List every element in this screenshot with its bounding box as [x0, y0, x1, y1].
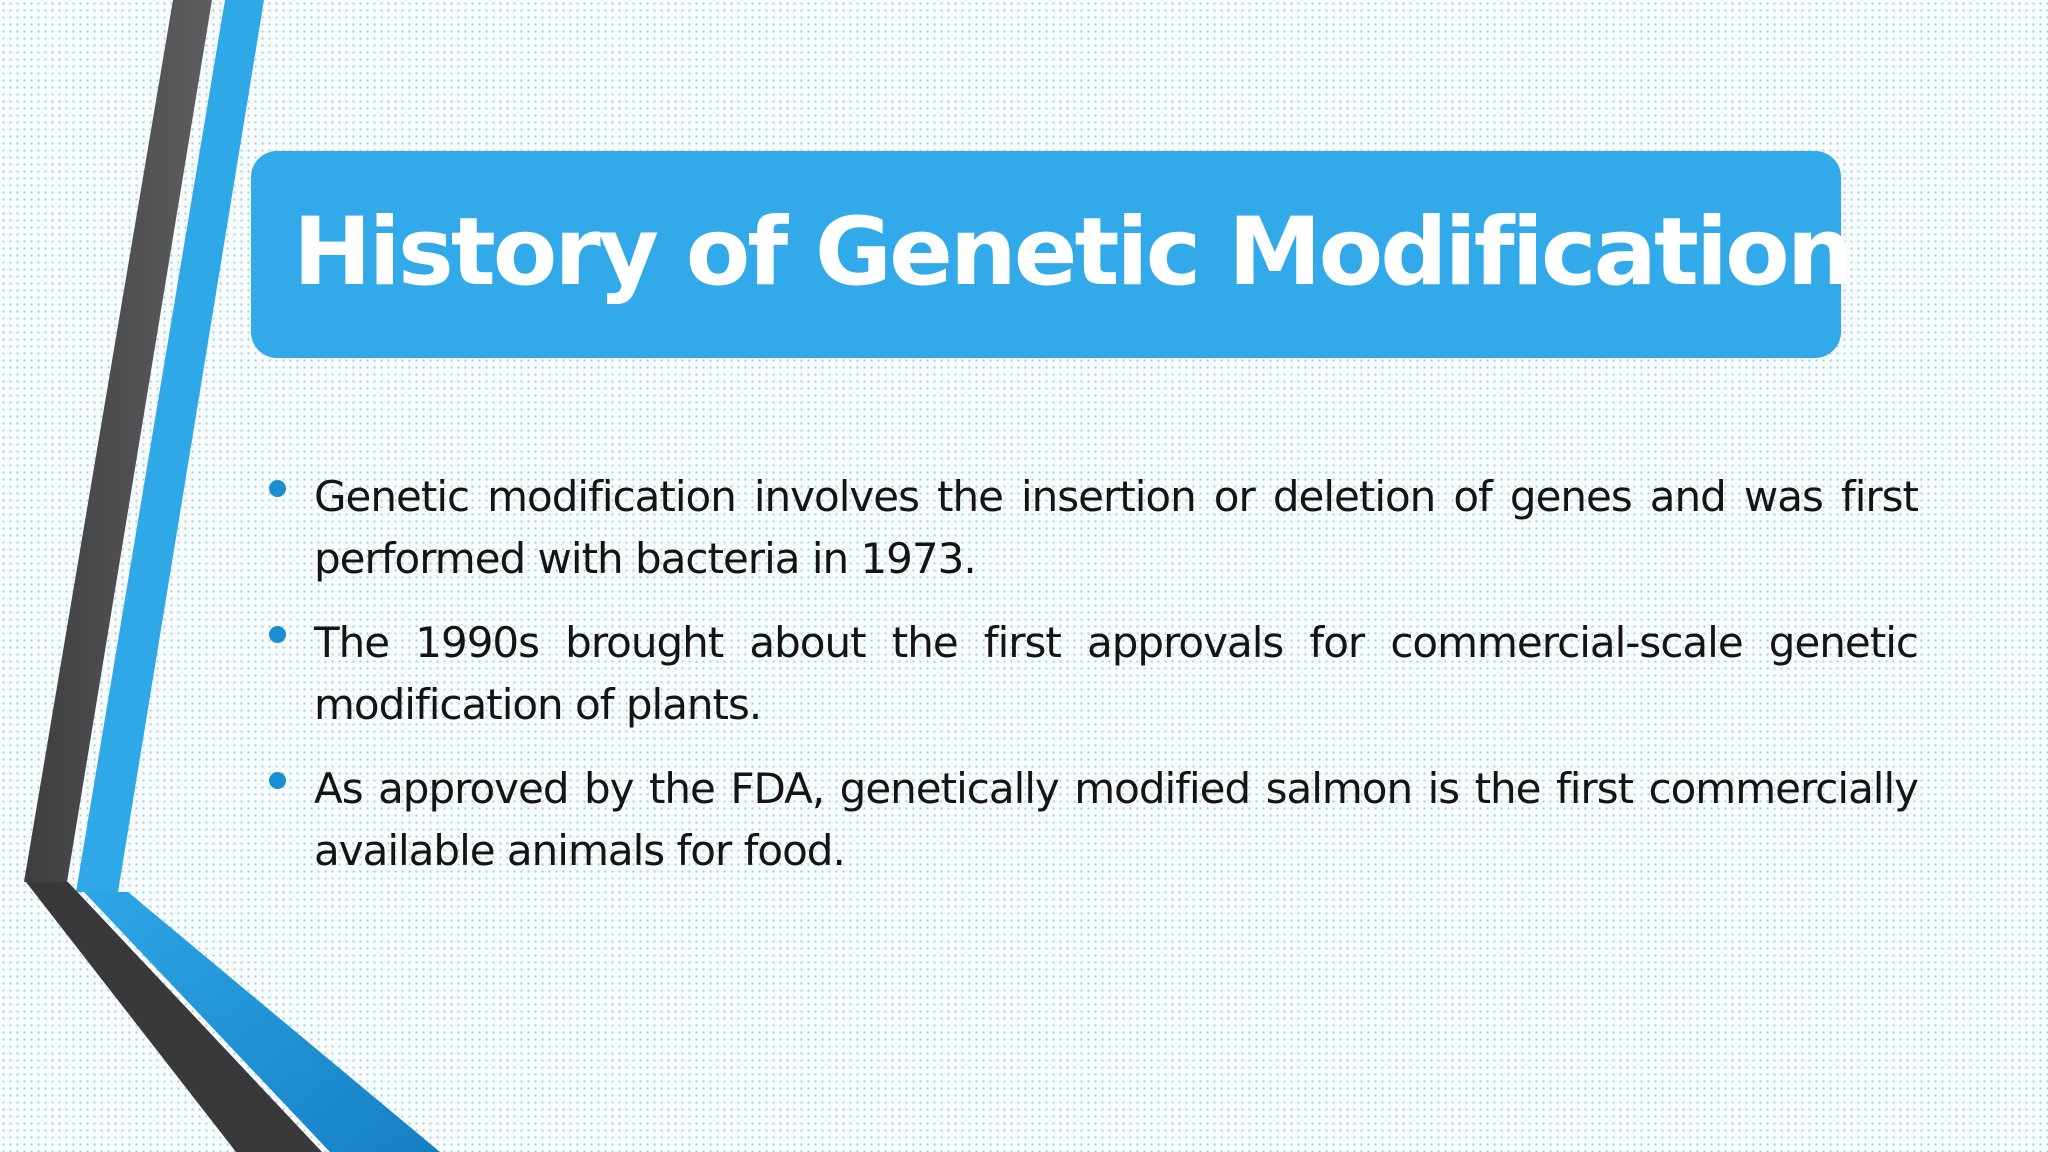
bullet-item — [266, 612, 1918, 736]
bullet-item — [266, 466, 1918, 590]
bullet-list — [266, 466, 1918, 904]
bullet-dot-icon — [269, 772, 286, 789]
slide-title: History of Genetic Modification — [293, 197, 1851, 307]
title-banner — [251, 151, 1851, 358]
bullet-text: The 1990s brought about the first approvals for commercial-scale genetic modification of plants. — [314, 618, 1918, 729]
bullet-text: As approved by the FDA, genetically modified salmon is the first commercially available animals for food. — [314, 764, 1918, 875]
bullet-dot-icon — [269, 480, 286, 497]
bullet-item — [266, 758, 1918, 882]
bullet-dot-icon — [269, 626, 286, 643]
bullet-text: Genetic modification involves the insertion or deletion of genes and was first performed with bacteria in 1973. — [314, 472, 1918, 583]
